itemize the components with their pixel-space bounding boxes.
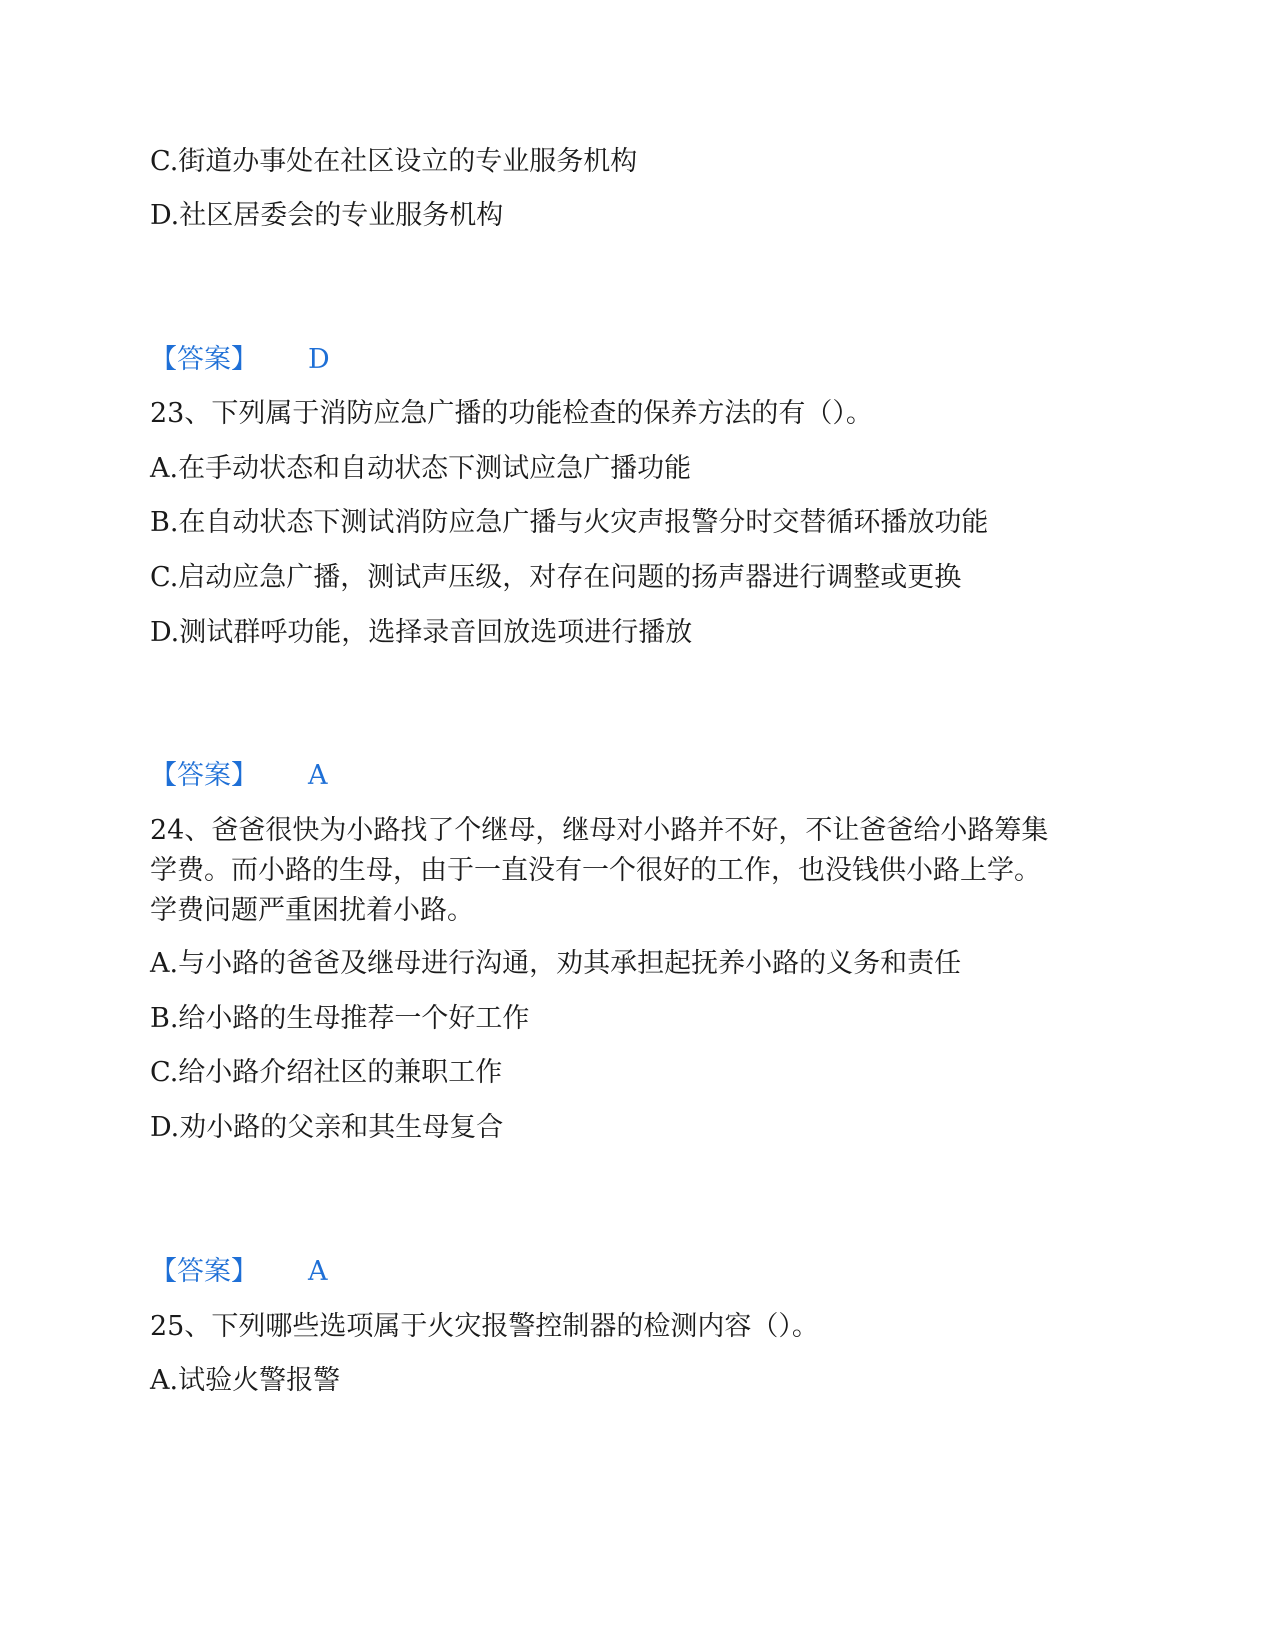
- answer-label: 【答案】: [150, 1256, 258, 1287]
- question-stem-q24-line2: 学费。而小路的生母，由于一直没有一个很好的工作，也没钱供小路上学。: [150, 855, 1041, 886]
- option-d-q22: D.社区居委会的专业服务机构: [150, 200, 504, 231]
- option-d-q24: D.劝小路的父亲和其生母复合: [150, 1112, 504, 1143]
- question-stem-q25: 25、下列哪些选项属于火灾报警控制器的检测内容（）。: [150, 1311, 819, 1342]
- option-b-q23: B.在自动状态下测试消防应急广播与火灾声报警分时交替循环播放功能: [150, 507, 989, 538]
- answer-label: 【答案】: [150, 344, 258, 375]
- option-c-q23: C.启动应急广播，测试声压级，对存在问题的扬声器进行调整或更换: [150, 562, 962, 593]
- answer-row-q23: [150, 758, 450, 794]
- question-stem-q24-line1: 24、爸爸很快为小路找了个继母，继母对小路并不好，不让爸爸给小路筹集: [150, 815, 1049, 846]
- answer-row-q24: [150, 1254, 450, 1290]
- question-stem-q24-line3: 学费问题严重困扰着小路。: [150, 895, 474, 926]
- option-b-q24: B.给小路的生母推荐一个好工作: [150, 1003, 530, 1034]
- option-a-q23: A.在手动状态和自动状态下测试应急广播功能: [150, 453, 692, 484]
- option-c-q24: C.给小路介绍社区的兼职工作: [150, 1057, 503, 1088]
- option-a-q24: A.与小路的爸爸及继母进行沟通，劝其承担起抚养小路的义务和责任: [150, 948, 962, 979]
- answer-value: D: [308, 344, 330, 375]
- answer-label: 【答案】: [150, 760, 258, 791]
- option-d-q23: D.测试群呼功能，选择录音回放选项进行播放: [150, 617, 693, 648]
- option-c-q22: C.街道办事处在社区设立的专业服务机构: [150, 146, 638, 177]
- answer-value: A: [308, 760, 328, 791]
- question-stem-q23: 23、下列属于消防应急广播的功能检查的保养方法的有（）。: [150, 398, 873, 429]
- option-a-q25: A.试验火警报警: [150, 1365, 341, 1396]
- answer-row-q22: [150, 342, 450, 378]
- answer-value: A: [308, 1256, 328, 1287]
